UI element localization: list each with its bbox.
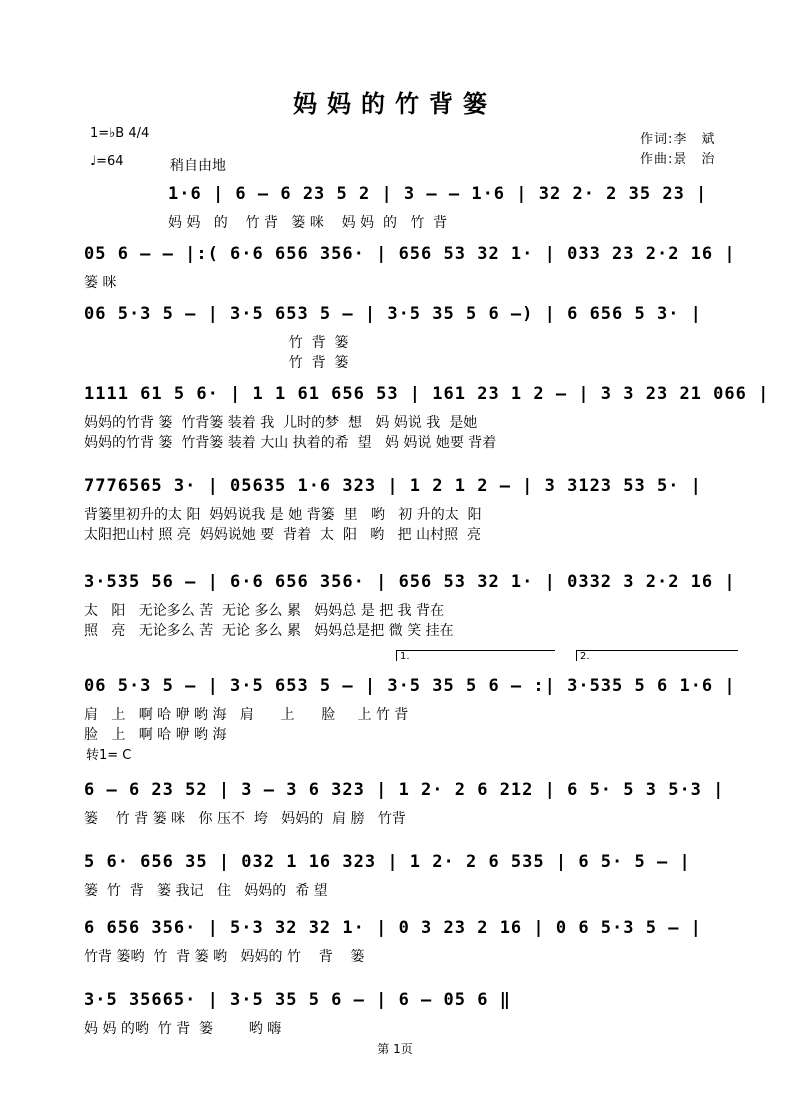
tempo-marking	[90, 154, 124, 169]
lyric-line-1: 竹 背 篓	[84, 335, 349, 351]
lyric-line-2: 脸 上 啊 哈 咿 哟 海	[84, 727, 227, 743]
lyric-line-2: 竹 背 篓	[84, 355, 349, 371]
lyric-line-1: 篓 咪	[84, 275, 117, 291]
lyric-line-1: 肩 上 啊 哈 咿 哟 海 肩 上 脸 上 竹 背	[84, 707, 409, 723]
lyric-line-1: 妈 妈 的哟 竹 背 篓 哟 嗨	[84, 1021, 282, 1037]
composer-credit: 作曲:景 治	[640, 152, 716, 167]
lyric-line-1: 妈妈的竹背 篓 竹背篓 装着 我 儿时的梦 想 妈 妈说 我 是她	[84, 415, 478, 431]
page-number: 第 1页	[377, 1042, 413, 1056]
notation-line: 1·6 | 6 – 6 23 5 2 | 3 – – 1·6 | 32 2· 2 35 23 |	[168, 184, 708, 204]
notation-line: 6 – 6 23 52 | 3 – 3 6 323 | 1 2· 2 6 212 | 6 5· 5 3 5·3 |	[84, 780, 725, 800]
notation-line: 3·5 35665· | 3·5 35 5 6 – | 6 – 05 6 ‖	[84, 990, 511, 1010]
lyric-line-1: 妈 妈 的 竹 背 篓 咪 妈 妈 的 竹 背	[168, 215, 448, 231]
lyric-line-2: 太阳把山村 照 亮 妈妈说她 要 背着 太 阳 哟 把 山村照 亮	[84, 527, 482, 543]
notation-line: 1111 61 5 6· | 1 1 61 656 53 | 161 23 1 2 – | 3 3 23 21 066 |	[84, 384, 770, 404]
notation-line: 6 656 356· | 5·3 32 32 1· | 0 3 23 2 16 | 0 6 5·3 5 – |	[84, 918, 702, 938]
tempo-text: ♩=64	[90, 154, 124, 169]
expression-marking: 稍自由地	[170, 158, 226, 174]
key-change-marking: 转1= C	[86, 748, 132, 763]
lyric-line-1: 太 阳 无论多么 苦 无论 多么 累 妈妈总 是 把 我 背在	[84, 603, 445, 619]
notation-line: 05 6 – – |:( 6·6 656 356· | 656 53 32 1· | 033 23 2·2 16 |	[84, 244, 736, 264]
lyric-line-2: 照 亮 无论多么 苦 无论 多么 累 妈妈总是把 微 笑 挂在	[84, 623, 454, 639]
lyric-line-2: 妈妈的竹背 篓 竹背篓 装着 大山 执着的希 望 妈 妈说 她要 背着	[84, 435, 497, 451]
lyric-line-1: 竹背 篓哟 竹 背 篓 哟 妈妈的 竹 背 篓	[84, 949, 365, 965]
second-ending-bracket: 2.	[576, 650, 738, 661]
notation-line: 06 5·3 5 – | 3·5 653 5 – | 3·5 35 5 6 –) | 6 656 5 3· |	[84, 304, 702, 324]
notation-line: 3·535 56 – | 6·6 656 356· | 656 53 32 1· | 0332 3 2·2 16 |	[84, 572, 736, 592]
lyric-line-1: 篓 竹 背 篓 咪 你 压不 垮 妈妈的 肩 膀 竹背	[84, 811, 406, 827]
lyric-line-1: 篓 竹 背 篓 我记 住 妈妈的 希 望	[84, 883, 328, 899]
lyric-line-1: 背篓里初升的太 阳 妈妈说我 是 她 背篓 里 哟 初 升的太 阳	[84, 507, 482, 523]
notation-line: 5 6· 656 35 | 032 1 16 323 | 1 2· 2 6 535 | 6 5· 5 – |	[84, 852, 691, 872]
notation-line: 7776565 3· | 05635 1·6 323 | 1 2 1 2 – | 3 3123 53 5· |	[84, 476, 702, 496]
song-title: 妈妈的竹背篓	[293, 90, 497, 118]
key-signature: 1=♭B 4/4	[90, 126, 150, 141]
notation-line: 06 5·3 5 – | 3·5 653 5 – | 3·5 35 5 6 – :| 3·535 5 6 1·6 |	[84, 676, 736, 696]
lyricist-credit: 作词:李 斌	[640, 132, 716, 147]
first-ending-bracket: 1.	[396, 650, 555, 661]
